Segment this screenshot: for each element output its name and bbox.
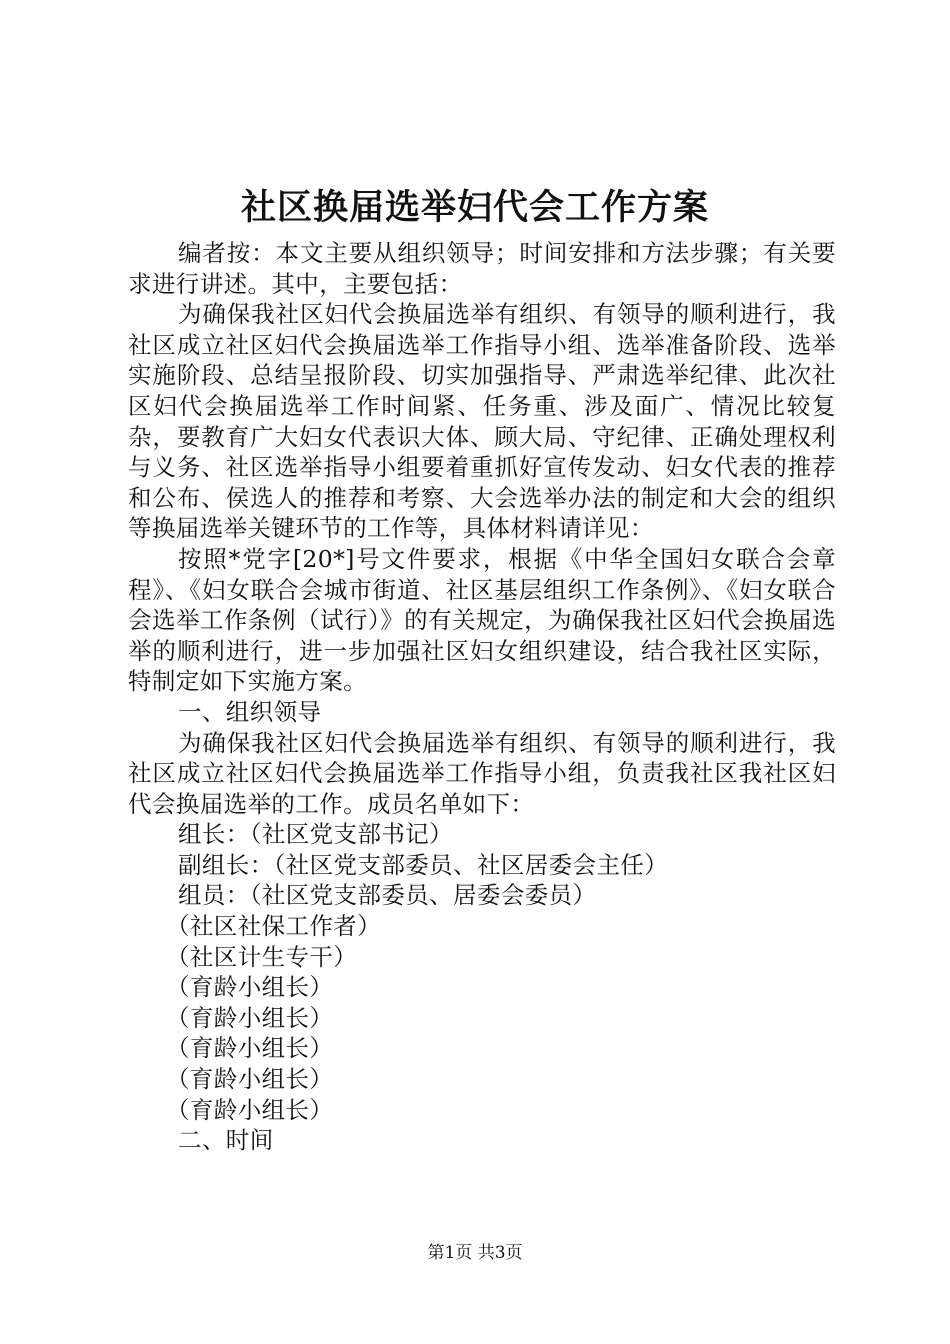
paragraph-basis: 按照*党字[20*]号文件要求，根据《中华全国妇女联合会章程》、《妇女联合会城市街道、社区基层组织工作条例》、《妇女联合会选举工作条例（试行）》的有关规定，为确保我社区妇代会换届选举的顺利进行，进一步加强社区妇女组织建设，结合我社区实际，特制定如下实施方案。 xyxy=(128,544,836,696)
member-leader: 组长：（社区党支部书记） xyxy=(178,820,454,849)
member-role: （育龄小组长） xyxy=(166,1034,334,1063)
member-role: （社区计生专干） xyxy=(166,942,358,971)
member-role: （育龄小组长） xyxy=(166,973,334,1002)
section-heading-organization: 一、组织领导 xyxy=(178,697,322,726)
paragraph-organization: 为确保我社区妇代会换届选举有组织、有领导的顺利进行，我社区成立社区妇代会换届选举工作指导小组，负责我社区我社区妇代会换届选举的工作。成员名单如下： xyxy=(128,728,836,818)
page-number-footer: 第1页 共3页 xyxy=(427,1243,523,1263)
member-deputy-leader: 副组长：（社区党支部委员、社区居委会主任） xyxy=(178,850,669,879)
document-title: 社区换届选举妇代会工作方案 xyxy=(240,187,709,228)
member-role: （育龄小组长） xyxy=(166,1065,334,1094)
paragraph-editor-note: 编者按：本文主要从组织领导；时间安排和方法步骤；有关要求进行讲述。其中，主要包括： xyxy=(128,239,836,298)
member-role: （社区社保工作者） xyxy=(166,912,382,941)
member-role: （育龄小组长） xyxy=(166,1095,334,1124)
document-body xyxy=(128,238,836,1156)
member-group: 组员：（社区党支部委员、居委会委员） xyxy=(178,881,597,910)
paragraph-summary: 为确保我社区妇代会换届选举有组织、有领导的顺利进行，我社区成立社区妇代会换届选举工作指导小组、选举准备阶段、选举实施阶段、总结呈报阶段、切实加强指导、严肃选举纪律、此次社区妇代会换届选举工作时间紧、任务重、涉及面广、情况比较复杂，要教育广大妇女代表识大体、顾大局、守纪律、正确处理权利与义务、社区选举指导小组要着重抓好宣传发动、妇女代表的推荐和公布、侯选人的推荐和考察、大会选举办法的制定和大会的组织等换届选举关键环节的工作等，具体材料请详见： xyxy=(128,300,836,543)
section-heading-time: 二、时间 xyxy=(178,1126,274,1155)
member-role: （育龄小组长） xyxy=(166,1003,334,1032)
